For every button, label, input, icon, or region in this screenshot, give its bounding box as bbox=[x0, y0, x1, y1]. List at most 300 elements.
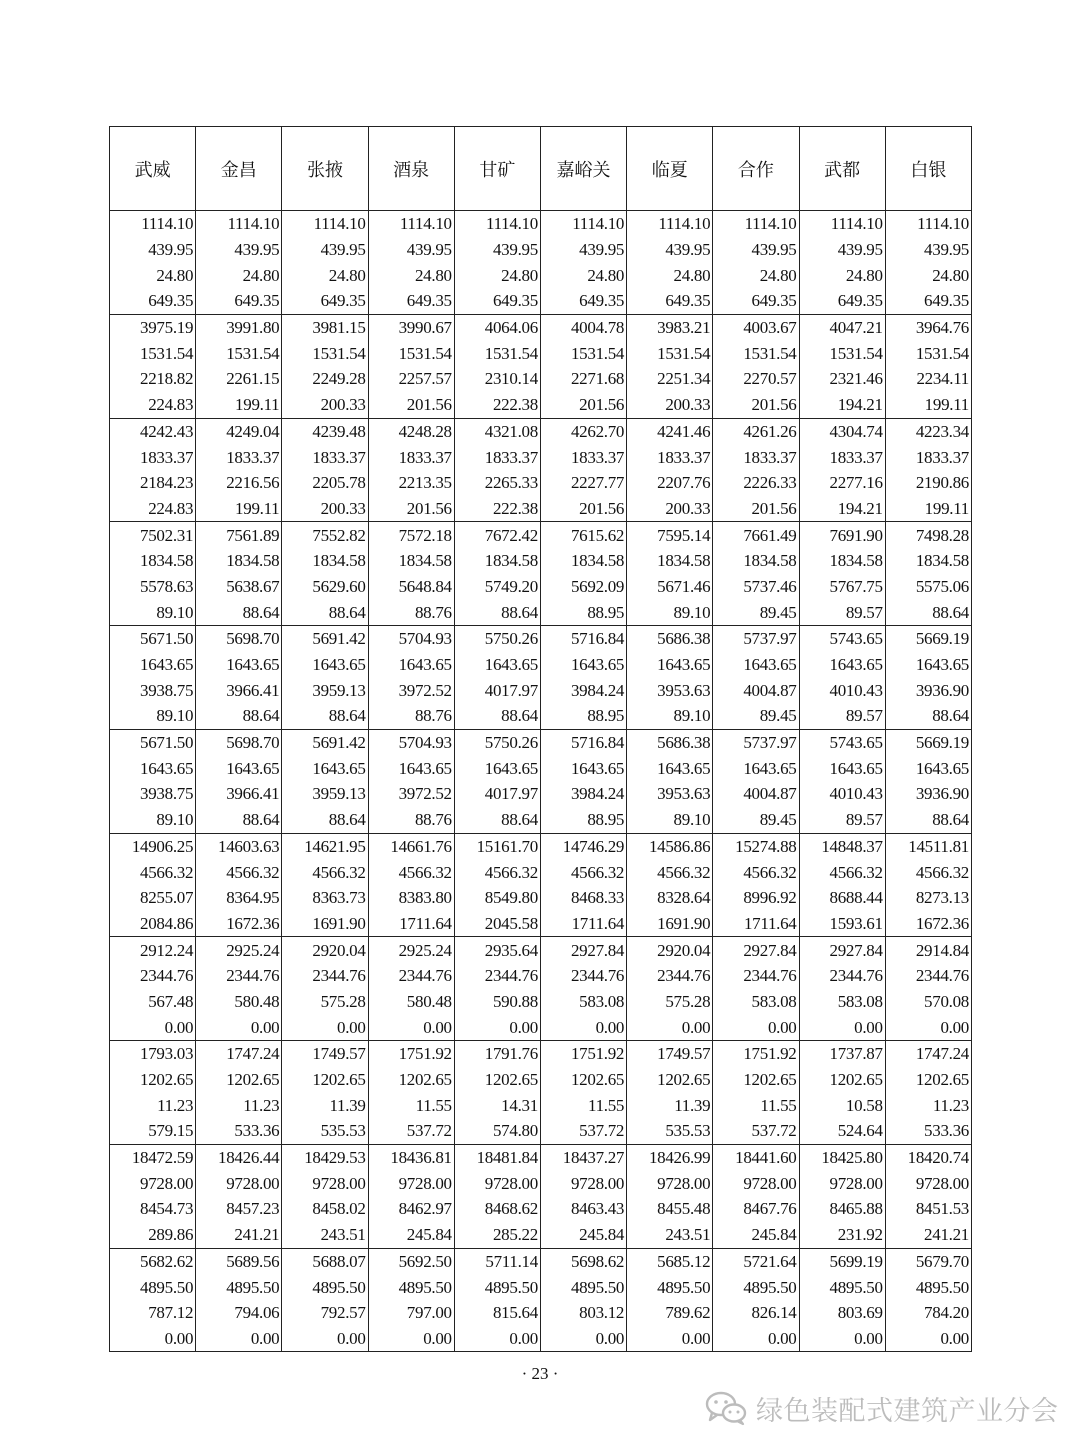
table-cell: 1833.37 bbox=[799, 444, 885, 470]
table-row bbox=[110, 885, 972, 911]
table-row bbox=[110, 470, 972, 496]
table-cell: 649.35 bbox=[368, 288, 454, 314]
table-cell: 4010.43 bbox=[799, 781, 885, 807]
table-cell: 24.80 bbox=[110, 262, 196, 288]
table-cell: 1749.57 bbox=[627, 1041, 713, 1067]
table-cell: 7691.90 bbox=[799, 522, 885, 548]
table-cell: 5671.50 bbox=[110, 729, 196, 755]
table-cell: 3981.15 bbox=[282, 314, 368, 340]
table-cell: 579.15 bbox=[110, 1118, 196, 1144]
wechat-icon bbox=[704, 1390, 748, 1426]
table-row bbox=[110, 288, 972, 314]
table-cell: 2270.57 bbox=[713, 366, 799, 392]
table-cell: 0.00 bbox=[110, 1326, 196, 1352]
table-cell: 537.72 bbox=[540, 1118, 626, 1144]
table-cell: 15161.70 bbox=[454, 833, 540, 859]
table-cell: 1643.65 bbox=[885, 652, 971, 678]
table-cell: 1747.24 bbox=[196, 1041, 282, 1067]
table-cell: 3972.52 bbox=[368, 677, 454, 703]
table-cell: 2344.76 bbox=[282, 963, 368, 989]
table-cell: 1114.10 bbox=[799, 211, 885, 237]
table-cell: 439.95 bbox=[540, 237, 626, 263]
table-row bbox=[110, 1170, 972, 1196]
table-cell: 649.35 bbox=[540, 288, 626, 314]
table-cell: 24.80 bbox=[540, 262, 626, 288]
table-cell: 224.83 bbox=[110, 392, 196, 418]
table-cell: 14586.86 bbox=[627, 833, 713, 859]
table-cell: 24.80 bbox=[627, 262, 713, 288]
table-cell: 4895.50 bbox=[196, 1274, 282, 1300]
table-cell: 2257.57 bbox=[368, 366, 454, 392]
table-cell: 8455.48 bbox=[627, 1196, 713, 1222]
table-cell: 8454.73 bbox=[110, 1196, 196, 1222]
table-cell: 1643.65 bbox=[110, 652, 196, 678]
table-cell: 0.00 bbox=[627, 1014, 713, 1040]
table-body bbox=[110, 211, 972, 1352]
table-cell: 4003.67 bbox=[713, 314, 799, 340]
table-cell: 8364.95 bbox=[196, 885, 282, 911]
table-cell: 2216.56 bbox=[196, 470, 282, 496]
table-cell: 2927.84 bbox=[713, 937, 799, 963]
table-cell: 1737.87 bbox=[799, 1041, 885, 1067]
table-row bbox=[110, 522, 972, 548]
table-cell: 2207.76 bbox=[627, 470, 713, 496]
table-cell: 1643.65 bbox=[196, 652, 282, 678]
table-cell: 4895.50 bbox=[454, 1274, 540, 1300]
table-cell: 1672.36 bbox=[196, 911, 282, 937]
table-cell: 10.58 bbox=[799, 1092, 885, 1118]
table-cell: 5691.42 bbox=[282, 626, 368, 652]
watermark bbox=[704, 1388, 1059, 1428]
table-cell: 535.53 bbox=[282, 1118, 368, 1144]
table-cell: 88.64 bbox=[282, 599, 368, 625]
table-cell: 1114.10 bbox=[282, 211, 368, 237]
table-cell: 5737.97 bbox=[713, 729, 799, 755]
table-cell: 1833.37 bbox=[627, 444, 713, 470]
table-cell: 815.64 bbox=[454, 1300, 540, 1326]
table-cell: 18425.80 bbox=[799, 1144, 885, 1170]
column-header: 酒泉 bbox=[368, 127, 454, 211]
table-row bbox=[110, 729, 972, 755]
table-cell: 18436.81 bbox=[368, 1144, 454, 1170]
table-cell: 649.35 bbox=[885, 288, 971, 314]
table-row bbox=[110, 262, 972, 288]
table-cell: 5669.19 bbox=[885, 729, 971, 755]
table-cell: 11.23 bbox=[196, 1092, 282, 1118]
table-cell: 3936.90 bbox=[885, 677, 971, 703]
table-cell: 0.00 bbox=[110, 1014, 196, 1040]
table-cell: 524.64 bbox=[799, 1118, 885, 1144]
table-cell: 1834.58 bbox=[282, 548, 368, 574]
table-cell: 649.35 bbox=[110, 288, 196, 314]
table-cell: 9728.00 bbox=[368, 1170, 454, 1196]
table-cell: 89.57 bbox=[799, 807, 885, 833]
table-cell: 3972.52 bbox=[368, 781, 454, 807]
table-cell: 88.64 bbox=[885, 703, 971, 729]
table-cell: 2084.86 bbox=[110, 911, 196, 937]
table-cell: 231.92 bbox=[799, 1222, 885, 1248]
table-cell: 1114.10 bbox=[196, 211, 282, 237]
table-cell: 4895.50 bbox=[713, 1274, 799, 1300]
table-cell: 1643.65 bbox=[799, 652, 885, 678]
table-cell: 285.22 bbox=[454, 1222, 540, 1248]
table-cell: 1202.65 bbox=[368, 1067, 454, 1093]
table-cell: 0.00 bbox=[627, 1326, 713, 1352]
table-cell: 88.64 bbox=[282, 807, 368, 833]
table-cell: 0.00 bbox=[540, 1326, 626, 1352]
table-cell: 1834.58 bbox=[885, 548, 971, 574]
table-row bbox=[110, 859, 972, 885]
table-cell: 1114.10 bbox=[368, 211, 454, 237]
table-cell: 199.11 bbox=[196, 496, 282, 522]
table-cell: 89.45 bbox=[713, 703, 799, 729]
table-cell: 9728.00 bbox=[885, 1170, 971, 1196]
column-header: 金昌 bbox=[196, 127, 282, 211]
table-cell: 5737.97 bbox=[713, 626, 799, 652]
table-cell: 4566.32 bbox=[196, 859, 282, 885]
table-cell: 1751.92 bbox=[540, 1041, 626, 1067]
table-cell: 8255.07 bbox=[110, 885, 196, 911]
table-cell: 201.56 bbox=[713, 392, 799, 418]
table-cell: 11.55 bbox=[368, 1092, 454, 1118]
table-row bbox=[110, 314, 972, 340]
table-cell: 0.00 bbox=[885, 1014, 971, 1040]
table-cell: 2927.84 bbox=[540, 937, 626, 963]
table-row bbox=[110, 781, 972, 807]
table-cell: 1531.54 bbox=[799, 340, 885, 366]
table-cell: 11.55 bbox=[713, 1092, 799, 1118]
table-cell: 4566.32 bbox=[454, 859, 540, 885]
table-cell: 5688.07 bbox=[282, 1248, 368, 1274]
table-cell: 2227.77 bbox=[540, 470, 626, 496]
table-cell: 4566.32 bbox=[627, 859, 713, 885]
table-cell: 199.11 bbox=[885, 496, 971, 522]
table-cell: 2344.76 bbox=[110, 963, 196, 989]
table-cell: 1643.65 bbox=[627, 652, 713, 678]
table-cell: 5638.67 bbox=[196, 574, 282, 600]
table-cell: 9728.00 bbox=[713, 1170, 799, 1196]
table-cell: 1202.65 bbox=[799, 1067, 885, 1093]
table-cell: 3964.76 bbox=[885, 314, 971, 340]
table-cell: 2249.28 bbox=[282, 366, 368, 392]
table-cell: 570.08 bbox=[885, 989, 971, 1015]
table-row bbox=[110, 1300, 972, 1326]
table-cell: 243.51 bbox=[282, 1222, 368, 1248]
table-cell: 4321.08 bbox=[454, 418, 540, 444]
table-cell: 4566.32 bbox=[282, 859, 368, 885]
table-cell: 1833.37 bbox=[885, 444, 971, 470]
table-cell: 1202.65 bbox=[713, 1067, 799, 1093]
table-cell: 89.10 bbox=[627, 703, 713, 729]
table-cell: 537.72 bbox=[713, 1118, 799, 1144]
table-cell: 5711.14 bbox=[454, 1248, 540, 1274]
table-cell: 439.95 bbox=[885, 237, 971, 263]
table-cell: 2920.04 bbox=[627, 937, 713, 963]
table-cell: 2184.23 bbox=[110, 470, 196, 496]
table-row bbox=[110, 1326, 972, 1352]
table-row bbox=[110, 340, 972, 366]
table-cell: 4239.48 bbox=[282, 418, 368, 444]
table-cell: 245.84 bbox=[368, 1222, 454, 1248]
table-cell: 1202.65 bbox=[627, 1067, 713, 1093]
table-cell: 24.80 bbox=[799, 262, 885, 288]
table-cell: 1531.54 bbox=[368, 340, 454, 366]
table-cell: 3966.41 bbox=[196, 677, 282, 703]
table-cell: 1531.54 bbox=[540, 340, 626, 366]
table-cell: 2935.64 bbox=[454, 937, 540, 963]
table-cell: 0.00 bbox=[713, 1326, 799, 1352]
table-cell: 4895.50 bbox=[540, 1274, 626, 1300]
table-cell: 590.88 bbox=[454, 989, 540, 1015]
table-cell: 3984.24 bbox=[540, 781, 626, 807]
table-cell: 88.64 bbox=[885, 807, 971, 833]
table-cell: 2344.76 bbox=[713, 963, 799, 989]
table-cell: 537.72 bbox=[368, 1118, 454, 1144]
table-cell: 1531.54 bbox=[627, 340, 713, 366]
table-cell: 5689.56 bbox=[196, 1248, 282, 1274]
table-cell: 2344.76 bbox=[799, 963, 885, 989]
table-cell: 88.64 bbox=[885, 599, 971, 625]
table-row bbox=[110, 1222, 972, 1248]
table-cell: 8463.43 bbox=[540, 1196, 626, 1222]
table-cell: 1643.65 bbox=[454, 755, 540, 781]
table-cell: 2310.14 bbox=[454, 366, 540, 392]
table-cell: 1834.58 bbox=[196, 548, 282, 574]
table-cell: 1833.37 bbox=[713, 444, 799, 470]
table-cell: 5686.38 bbox=[627, 729, 713, 755]
table-cell: 2344.76 bbox=[368, 963, 454, 989]
table-cell: 533.36 bbox=[196, 1118, 282, 1144]
table-row bbox=[110, 652, 972, 678]
table-cell: 89.10 bbox=[627, 599, 713, 625]
table-cell: 1531.54 bbox=[885, 340, 971, 366]
table-cell: 14511.81 bbox=[885, 833, 971, 859]
table-cell: 222.38 bbox=[454, 392, 540, 418]
table-cell: 0.00 bbox=[799, 1014, 885, 1040]
table-cell: 7672.42 bbox=[454, 522, 540, 548]
table-cell: 4241.46 bbox=[627, 418, 713, 444]
table-cell: 8465.88 bbox=[799, 1196, 885, 1222]
column-header: 甘矿 bbox=[454, 127, 540, 211]
table-cell: 0.00 bbox=[885, 1326, 971, 1352]
table-row bbox=[110, 211, 972, 237]
table-cell: 89.10 bbox=[110, 703, 196, 729]
table-cell: 1643.65 bbox=[368, 755, 454, 781]
table-cell: 1202.65 bbox=[454, 1067, 540, 1093]
table-cell: 1643.65 bbox=[627, 755, 713, 781]
table-cell: 535.53 bbox=[627, 1118, 713, 1144]
table-cell: 3990.67 bbox=[368, 314, 454, 340]
table-cell: 1114.10 bbox=[110, 211, 196, 237]
table-cell: 5682.62 bbox=[110, 1248, 196, 1274]
table-cell: 1833.37 bbox=[282, 444, 368, 470]
table-cell: 88.64 bbox=[196, 599, 282, 625]
table-cell: 5629.60 bbox=[282, 574, 368, 600]
table-cell: 2271.68 bbox=[540, 366, 626, 392]
table-cell: 24.80 bbox=[454, 262, 540, 288]
table-cell: 4017.97 bbox=[454, 781, 540, 807]
table-cell: 199.11 bbox=[196, 392, 282, 418]
table-cell: 7502.31 bbox=[110, 522, 196, 548]
table-cell: 1643.65 bbox=[110, 755, 196, 781]
table-cell: 5698.62 bbox=[540, 1248, 626, 1274]
table-cell: 11.39 bbox=[627, 1092, 713, 1118]
table-cell: 5698.70 bbox=[196, 626, 282, 652]
table-cell: 439.95 bbox=[282, 237, 368, 263]
table-cell: 1643.65 bbox=[368, 652, 454, 678]
table-cell: 7595.14 bbox=[627, 522, 713, 548]
table-cell: 89.57 bbox=[799, 599, 885, 625]
table-cell: 0.00 bbox=[454, 1326, 540, 1352]
table-row bbox=[110, 548, 972, 574]
watermark-text: 绿色装配式建筑产业分会 bbox=[756, 1395, 1059, 1427]
table-cell: 567.48 bbox=[110, 989, 196, 1015]
table-cell: 5685.12 bbox=[627, 1248, 713, 1274]
table-cell: 1114.10 bbox=[627, 211, 713, 237]
table-cell: 8363.73 bbox=[282, 885, 368, 911]
table-cell: 18472.59 bbox=[110, 1144, 196, 1170]
table-cell: 1833.37 bbox=[454, 444, 540, 470]
table-cell: 575.28 bbox=[627, 989, 713, 1015]
table-cell: 5575.06 bbox=[885, 574, 971, 600]
table-cell: 5679.70 bbox=[885, 1248, 971, 1274]
table-cell: 8467.76 bbox=[713, 1196, 799, 1222]
table-row bbox=[110, 418, 972, 444]
table-cell: 1202.65 bbox=[282, 1067, 368, 1093]
table-cell: 583.08 bbox=[540, 989, 626, 1015]
table-cell: 4566.32 bbox=[799, 859, 885, 885]
table-row bbox=[110, 1274, 972, 1300]
table-cell: 649.35 bbox=[282, 288, 368, 314]
table-cell: 88.76 bbox=[368, 599, 454, 625]
table-row bbox=[110, 574, 972, 600]
table-cell: 18426.99 bbox=[627, 1144, 713, 1170]
table-cell: 5743.65 bbox=[799, 626, 885, 652]
table-cell: 787.12 bbox=[110, 1300, 196, 1326]
table-cell: 1711.64 bbox=[368, 911, 454, 937]
table-cell: 4047.21 bbox=[799, 314, 885, 340]
table-cell: 24.80 bbox=[282, 262, 368, 288]
table-cell: 4566.32 bbox=[110, 859, 196, 885]
table-cell: 88.64 bbox=[454, 703, 540, 729]
table-cell: 2277.16 bbox=[799, 470, 885, 496]
table-cell: 200.33 bbox=[282, 392, 368, 418]
table-cell: 5721.64 bbox=[713, 1248, 799, 1274]
table-cell: 88.95 bbox=[540, 807, 626, 833]
table-cell: 8273.13 bbox=[885, 885, 971, 911]
table-cell: 2261.15 bbox=[196, 366, 282, 392]
table-cell: 1791.76 bbox=[454, 1041, 540, 1067]
table-cell: 4566.32 bbox=[540, 859, 626, 885]
table-cell: 0.00 bbox=[368, 1014, 454, 1040]
table-cell: 222.38 bbox=[454, 496, 540, 522]
table-cell: 88.95 bbox=[540, 599, 626, 625]
table-cell: 4004.78 bbox=[540, 314, 626, 340]
table-cell: 0.00 bbox=[282, 1014, 368, 1040]
table-cell: 5699.19 bbox=[799, 1248, 885, 1274]
table-cell: 199.11 bbox=[885, 392, 971, 418]
table-cell: 2213.35 bbox=[368, 470, 454, 496]
table-cell: 4223.34 bbox=[885, 418, 971, 444]
table-cell: 789.62 bbox=[627, 1300, 713, 1326]
table-cell: 8996.92 bbox=[713, 885, 799, 911]
table-cell: 5691.42 bbox=[282, 729, 368, 755]
table-cell: 5767.75 bbox=[799, 574, 885, 600]
column-header: 嘉峪关 bbox=[540, 127, 626, 211]
table-cell: 583.08 bbox=[799, 989, 885, 1015]
column-header: 张掖 bbox=[282, 127, 368, 211]
table-cell: 2344.76 bbox=[885, 963, 971, 989]
table-cell: 5578.63 bbox=[110, 574, 196, 600]
table-cell: 2218.82 bbox=[110, 366, 196, 392]
table-cell: 18426.44 bbox=[196, 1144, 282, 1170]
table-row bbox=[110, 1144, 972, 1170]
table-cell: 224.83 bbox=[110, 496, 196, 522]
table-cell: 1531.54 bbox=[454, 340, 540, 366]
table-cell: 649.35 bbox=[713, 288, 799, 314]
table-cell: 88.76 bbox=[368, 703, 454, 729]
table-cell: 2226.33 bbox=[713, 470, 799, 496]
table-cell: 14848.37 bbox=[799, 833, 885, 859]
table-cell: 3936.90 bbox=[885, 781, 971, 807]
table-cell: 1643.65 bbox=[713, 755, 799, 781]
table-cell: 18429.53 bbox=[282, 1144, 368, 1170]
table-cell: 88.64 bbox=[282, 703, 368, 729]
table-cell: 3953.63 bbox=[627, 677, 713, 703]
table-cell: 4242.43 bbox=[110, 418, 196, 444]
table-cell: 439.95 bbox=[627, 237, 713, 263]
table-cell: 5648.84 bbox=[368, 574, 454, 600]
table-cell: 2205.78 bbox=[282, 470, 368, 496]
table-cell: 11.23 bbox=[110, 1092, 196, 1118]
table-cell: 7615.62 bbox=[540, 522, 626, 548]
table-cell: 88.64 bbox=[454, 807, 540, 833]
table-cell: 3991.80 bbox=[196, 314, 282, 340]
table-row bbox=[110, 444, 972, 470]
table-row bbox=[110, 937, 972, 963]
table-cell: 4304.74 bbox=[799, 418, 885, 444]
table-cell: 1793.03 bbox=[110, 1041, 196, 1067]
table-cell: 649.35 bbox=[627, 288, 713, 314]
table-row bbox=[110, 677, 972, 703]
table-cell: 24.80 bbox=[368, 262, 454, 288]
table-cell: 194.21 bbox=[799, 392, 885, 418]
table-cell: 5692.09 bbox=[540, 574, 626, 600]
table-cell: 439.95 bbox=[713, 237, 799, 263]
table-cell: 4566.32 bbox=[713, 859, 799, 885]
table-cell: 3938.75 bbox=[110, 677, 196, 703]
table-cell: 2925.24 bbox=[368, 937, 454, 963]
table-cell: 8462.97 bbox=[368, 1196, 454, 1222]
table-row bbox=[110, 807, 972, 833]
table-cell: 5716.84 bbox=[540, 626, 626, 652]
table-cell: 89.45 bbox=[713, 807, 799, 833]
table-row bbox=[110, 237, 972, 263]
table-cell: 0.00 bbox=[454, 1014, 540, 1040]
table-cell: 3966.41 bbox=[196, 781, 282, 807]
table-cell: 1711.64 bbox=[713, 911, 799, 937]
table-cell: 11.23 bbox=[885, 1092, 971, 1118]
table-row bbox=[110, 626, 972, 652]
table-cell: 201.56 bbox=[368, 392, 454, 418]
table-cell: 14746.29 bbox=[540, 833, 626, 859]
table-row bbox=[110, 1041, 972, 1067]
table-cell: 2344.76 bbox=[454, 963, 540, 989]
table-cell: 1833.37 bbox=[110, 444, 196, 470]
table-cell: 439.95 bbox=[454, 237, 540, 263]
table-cell: 88.64 bbox=[196, 807, 282, 833]
table-cell: 8468.33 bbox=[540, 885, 626, 911]
